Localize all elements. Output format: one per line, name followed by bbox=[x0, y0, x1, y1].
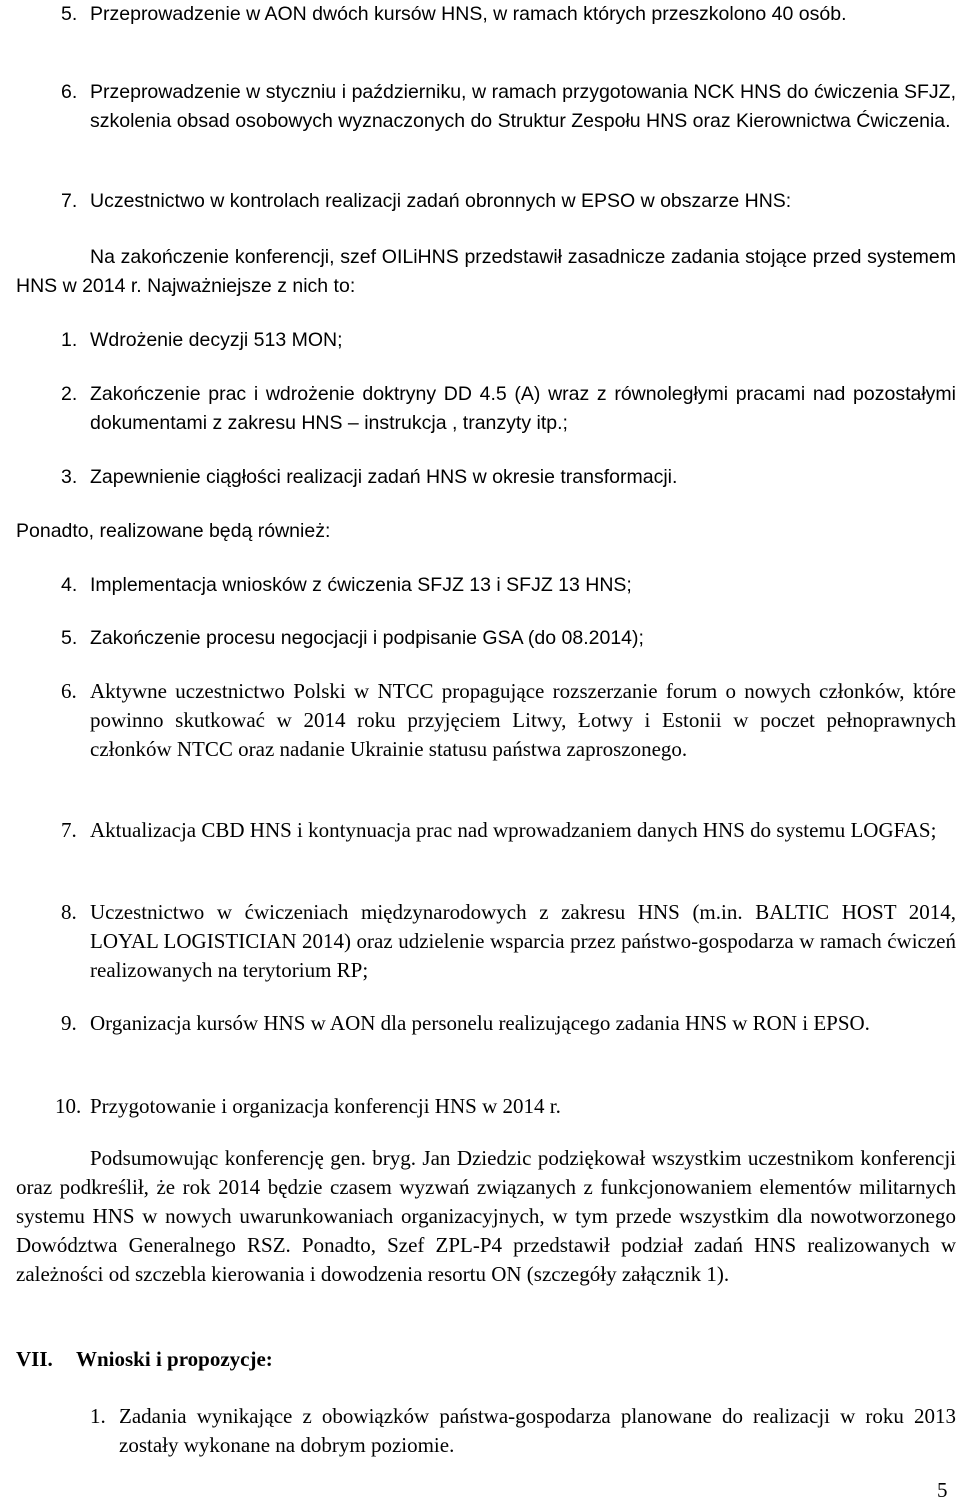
section-title: Wnioski i propozycje: bbox=[76, 1347, 273, 1371]
list-item-text: Zapewnienie ciągłości realizacji zadań HNS w okresie transformacji. bbox=[90, 466, 678, 488]
list-item-number: 1. bbox=[61, 329, 78, 351]
list-item bbox=[61, 187, 956, 216]
list-item-number: 6. bbox=[61, 679, 77, 703]
list-item bbox=[61, 1009, 956, 1038]
list-item-text: Przeprowadzenie w styczniu i październiku, w ramach przygotowania NCK HNS do ćwiczenia SFJZ, szkolenia obsad osobowych wyznaczonych do Struktur Zespołu HNS oraz Kierownictwa Ćwiczenia. bbox=[90, 81, 956, 132]
list-item bbox=[61, 624, 956, 653]
list-item-text: Zakończenie procesu negocjacji i podpisanie GSA (do 08.2014); bbox=[90, 627, 644, 649]
list-item bbox=[61, 78, 956, 136]
list-item-number: 7. bbox=[61, 190, 78, 212]
list-item-number: 6. bbox=[61, 81, 78, 103]
list-item bbox=[61, 326, 956, 355]
summary-paragraph bbox=[16, 1144, 956, 1289]
list-item bbox=[61, 898, 956, 985]
list-item-number: 3. bbox=[61, 466, 78, 488]
conference-intro-text: Na zakończenie konferencji, szef OILiHNS przedstawił zasadnicze zadania stojące przed systemem HNS w 2014 r. Najważniejsze z nich to: bbox=[16, 246, 956, 297]
list-item-text: Przygotowanie i organizacja konferencji HNS w 2014 r. bbox=[90, 1094, 561, 1118]
additional-tasks-label: Ponadto, realizowane będą również: bbox=[16, 520, 331, 542]
section-numeral: VII. bbox=[16, 1347, 53, 1371]
list-item-text: Zadania wynikające z obowiązków państwa-gospodarza planowane do realizacji w roku 2013 zostały wykonane na dobrym poziomie. bbox=[119, 1404, 956, 1457]
list-item bbox=[90, 1402, 956, 1460]
list-item-text: Aktywne uczestnictwo Polski w NTCC propagujące rozszerzanie forum o nowych członków, które powinno skutkować w 2014 roku przyjęciem Litwy, Łotwy i Estonii w poczet pełnoprawnych członków NTCC oraz nadanie Ukrainie statusu państwa zaproszonego. bbox=[90, 679, 956, 761]
list-item-text: Organizacja kursów HNS w AON dla personelu realizującego zadania HNS w RON i EPSO. bbox=[90, 1011, 870, 1035]
list-item-number: 7. bbox=[61, 818, 77, 842]
summary-text: Podsumowując konferencję gen. bryg. Jan Dziedzic podziękował wszystkim uczestnikom konferencji oraz podkreślił, że rok 2014 będzie czasem wyzwań związanych z funkcjonowaniem elementów militarnych systemu HNS w nowych uwarunkowaniach organizacyjnych, w tym przede wszystkim dla nowotworzonego Dowództwa Generalnego RSZ. Ponadto, Szef ZPL-P4 przedstawił podział zadań HNS realizowanych w zależności od szczebla kierowania i dowodzenia resortu ON (szczegóły załącznik 1). bbox=[16, 1146, 956, 1286]
list-item-text: Wdrożenie decyzji 513 MON; bbox=[90, 329, 343, 351]
list-item-number: 8. bbox=[61, 900, 77, 924]
list-item-number: 5. bbox=[61, 627, 78, 649]
list-item-number: 10. bbox=[55, 1094, 82, 1118]
list-item-text: Przeprowadzenie w AON dwóch kursów HNS, w ramach których przeszkolono 40 osób. bbox=[90, 3, 847, 25]
list-item bbox=[55, 1092, 956, 1121]
page-number: 5 bbox=[937, 1478, 948, 1502]
list-item bbox=[61, 677, 956, 764]
list-item-number: 4. bbox=[61, 574, 78, 596]
list-item bbox=[61, 380, 956, 438]
list-item-text: Zakończenie prac i wdrożenie doktryny DD 4.5 (A) wraz z równoległymi pracami nad pozostałymi dokumentami z zakresu HNS – instrukcja , tranzyty itp.; bbox=[90, 383, 956, 434]
list-item bbox=[61, 816, 956, 845]
list-item bbox=[61, 571, 956, 600]
list-item-number: 9. bbox=[61, 1011, 77, 1035]
list-item-number: 1. bbox=[90, 1404, 106, 1428]
list-item-number: 2. bbox=[61, 383, 78, 405]
list-item-number: 5. bbox=[61, 3, 78, 25]
list-item bbox=[61, 0, 956, 29]
list-item-text: Aktualizacja CBD HNS i kontynuacja prac nad wprowadzaniem danych HNS do systemu LOGFAS; bbox=[90, 818, 937, 842]
conference-intro-paragraph bbox=[16, 243, 956, 301]
list-item-text: Uczestnictwo w kontrolach realizacji zadań obronnych w EPSO w obszarze HNS: bbox=[90, 190, 792, 212]
list-item-text: Implementacja wniosków z ćwiczenia SFJZ 13 i SFJZ 13 HNS; bbox=[90, 574, 632, 596]
list-item-text: Uczestnictwo w ćwiczeniach międzynarodowych z zakresu HNS (m.in. BALTIC HOST 2014, LOYAL LOGISTICIAN 2014) oraz udzielenie wsparcia przez państwo-gospodarza w ramach ćwiczeń realizowanych na terytorium RP; bbox=[90, 900, 956, 982]
list-item bbox=[61, 463, 956, 492]
